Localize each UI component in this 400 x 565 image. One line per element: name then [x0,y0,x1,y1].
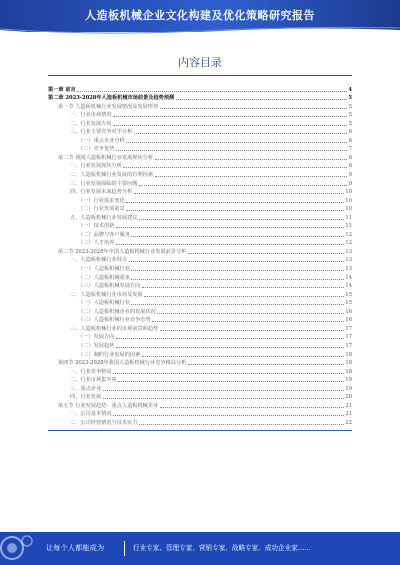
table-of-contents [48,85,352,427]
toc-divider-bottom [48,430,352,431]
toc-leader-dots [144,296,344,297]
toc-entry-title: 二、人造板机械行业市场及发展 [70,291,143,298]
toc-entry-page: 14 [345,274,352,281]
toc-entry[interactable] [48,316,352,325]
toc-entry-title: 二、行业发展方向 [70,120,112,127]
toc-entry-title: （二）人造板机械企业的发展状况 [78,308,156,315]
toc-entry[interactable] [48,85,352,94]
toc-entry[interactable] [48,307,352,316]
toc-entry-page: 13 [345,248,352,255]
toc-entry-title: （三）人造板机械行业竞争态势 [78,317,151,324]
toc-entry-page: 12 [345,240,352,247]
toc-leader-dots [188,253,344,254]
toc-leader-dots [126,142,347,143]
toc-leader-dots [113,125,347,126]
toc-entry-page: 17 [345,325,352,332]
toc-leader-dots [116,347,344,348]
toc-entry-page: 13 [345,266,352,273]
toc-entry-page: 19 [345,377,352,384]
toc-leader-dots [160,108,347,109]
toc-entry-page: 17 [345,334,352,341]
toc-entry-page: 21 [345,402,352,409]
toc-entry[interactable] [48,299,352,308]
toc-entry[interactable] [48,256,352,265]
toc-entry[interactable] [48,170,352,179]
toc-entry-title: 二、人造板机械行业发展的有利因素 [70,172,154,179]
toc-leader-dots [134,133,347,134]
toc-entry-page: 21 [345,411,352,418]
toc-entry-title: 三、行业发展面临的主要问题 [70,180,138,187]
toc-entry[interactable] [48,136,352,145]
toc-entry-page: 5 [348,120,352,127]
toc-entry-page: 6 [348,137,352,144]
page-footer [0,532,400,565]
toc-entry-title: 第四节 2023-2028年我国人造板机械行业竞争格局分析 [58,360,187,367]
toc-entry-title: 第二节 我国人造板机械行业发展现状分析 [58,154,154,161]
toc-entry[interactable] [48,145,352,154]
toc-entry[interactable] [48,384,352,393]
toc-entry[interactable] [48,324,352,333]
toc-leader-dots [103,390,344,391]
toc-leader-dots [118,381,344,382]
toc-leader-dots [160,407,344,408]
toc-entry-page: 15 [345,291,352,298]
toc-leader-dots [157,313,344,314]
toc-entry-title: 三、人造板机械行业的市场前景和趋势 [70,325,159,332]
toc-entry-title: （三）人造板机械发展方向 [78,283,141,290]
toc-entry-page: 11 [345,223,352,230]
toc-entry[interactable] [48,376,352,385]
toc-entry-title: 三、重点企业 [70,385,102,392]
toc-leader-dots [126,210,344,211]
footer-slogan-right: 行业专家、管理专家、营销专家、战略专家、成功企业家…… [133,544,312,552]
toc-entry-page: 6 [348,129,352,136]
toc-entry[interactable] [48,128,352,137]
toc-leader-dots [77,91,347,92]
toc-entry-page: 18 [345,351,352,358]
toc-entry-title: （一）技术创新 [78,223,115,230]
toc-entry[interactable] [48,188,352,197]
toc-divider-top [48,75,352,76]
toc-entry-page: 5 [348,103,352,110]
toc-leader-dots [126,202,344,203]
toc-entry-page: 22 [345,419,352,426]
toc-entry[interactable] [48,290,352,299]
toc-leader-dots [103,398,344,399]
toc-entry-title: 第三节 2023-2028年中国人造板机械行业发展前景分析 [58,248,187,255]
toc-entry[interactable] [48,94,352,103]
toc-entry-title: （三）制约行业发展的因素 [78,351,141,358]
toc-leader-dots [142,287,344,288]
toc-leader-dots [131,279,344,280]
toc-leader-dots [142,356,344,357]
toc-entry-title: 一、行业竞争格局 [70,368,112,375]
toc-leader-dots [113,116,347,117]
toc-entry-page: 11 [345,214,352,221]
toc-entry[interactable] [48,222,352,231]
toc-entry-page: 16 [345,308,352,315]
toc-entry[interactable] [48,333,352,342]
toc-entry-page: 7 [348,146,352,153]
toc-leader-dots [131,236,344,237]
toc-entry[interactable] [48,153,352,162]
toc-entry-title: 二、行业市场集中度 [70,377,117,384]
toc-entry-title: 第五节 行业发展趋势：重点人造板机械企业 [58,402,159,409]
page-header-banner [0,0,400,32]
toc-leader-dots [139,185,347,186]
toc-entry-title: 四、行业发展未来趋势分析 [70,189,133,196]
toc-entry-title: 四、行业发展 [70,394,102,401]
toc-entry[interactable] [48,119,352,128]
toc-entry[interactable] [48,410,352,419]
toc-entry-page: 4 [348,86,352,93]
gear-icon [0,532,36,565]
toc-entry[interactable] [48,264,352,273]
toc-leader-dots [116,244,344,245]
toc-entry-title: 第一章 前言 [48,86,76,93]
toc-entry-page: 17 [345,342,352,349]
toc-entry-page: 10 [345,197,352,204]
toc-entry-title: （一）人造板机械行业 [78,266,130,273]
toc-entry-title: 一、公司基本情况 [70,411,112,418]
toc-entry-page: 12 [345,231,352,238]
toc-entry-title: （二）发展趋势 [78,342,115,349]
toc-leader-dots [116,150,347,151]
toc-entry-title: （一）人造板机械行业 [78,300,130,307]
footer-slogan-left: 让每个人都能成为 [46,544,105,552]
toc-entry[interactable] [48,179,352,188]
toc-entry[interactable] [48,350,352,359]
toc-entry-title: 一、行业市场情况 [70,112,112,119]
toc-entry[interactable] [48,341,352,350]
toc-leader-dots [131,304,344,305]
toc-heading: 内容目录 [178,56,222,69]
toc-entry-page: 20 [345,394,352,401]
toc-entry-page: 10 [345,206,352,213]
toc-entry[interactable] [48,401,352,410]
toc-entry-title: （二）人造板机械需求 [78,274,130,281]
toc-entry[interactable] [48,273,352,282]
toc-entry-title: 第二章 2023-2028年人造板机械市场前景及趋势预测 [48,95,175,102]
toc-entry[interactable] [48,162,352,171]
toc-entry[interactable] [48,205,352,214]
toc-entry-page: 16 [345,317,352,324]
footer-separator [124,541,125,556]
toc-entry[interactable] [48,367,352,376]
toc-entry-title: （二）品牌与客户服务 [78,231,130,238]
toc-entry[interactable] [48,239,352,248]
toc-entry[interactable] [48,393,352,402]
toc-leader-dots [152,321,344,322]
toc-entry-page: 5 [348,95,352,102]
toc-entry[interactable] [48,213,352,222]
toc-entry[interactable] [48,418,352,427]
toc-leader-dots [139,219,344,220]
toc-entry-page: 14 [345,283,352,290]
toc-entry-page: 18 [345,360,352,367]
toc-leader-dots [134,193,344,194]
toc-entry-page: 9 [348,172,352,179]
toc-entry-title: （二）竞争优势 [78,146,115,153]
toc-entry[interactable] [48,230,352,239]
report-title: 人造板机械企业文化构建及优化策略研究报告 [85,9,315,22]
toc-entry-title: （一）发展方向 [78,334,115,341]
toc-leader-dots [160,330,344,331]
toc-entry-title: 一、人造板机械行业特点 [70,257,128,264]
toc-entry[interactable] [48,247,352,256]
toc-leader-dots [131,270,344,271]
toc-entry-page: 5 [348,112,352,119]
toc-entry-page: 18 [345,368,352,375]
toc-entry-title: 第一节 人造板机械行业发展情况及发展形势 [58,103,159,110]
toc-entry-title: （一）行业需求变化 [78,197,125,204]
toc-leader-dots [176,99,347,100]
toc-leader-dots [123,167,347,168]
toc-entry-title: （二）行业发展前景 [78,206,125,213]
toc-leader-dots [113,415,344,416]
toc-entry-title: 一、行业发展现状分析 [70,163,122,170]
toc-entry[interactable] [48,196,352,205]
toc-entry-page: 8 [348,163,352,170]
toc-entry-page: 8 [348,154,352,161]
toc-leader-dots [129,261,344,262]
toc-entry[interactable] [48,282,352,291]
toc-leader-dots [139,424,344,425]
toc-entry[interactable] [48,102,352,111]
toc-leader-dots [116,227,344,228]
toc-entry-title: （一）重点企业分析 [78,137,125,144]
toc-entry-title: （三）人才培养 [78,240,115,247]
toc-leader-dots [155,159,348,160]
toc-leader-dots [188,364,344,365]
toc-entry-page: 19 [345,385,352,392]
toc-entry-title: 五、人造板机械行业发展建议 [70,214,138,221]
toc-entry-title: 三、行业主要竞争对手分析 [70,129,133,136]
toc-leader-dots [116,338,344,339]
toc-leader-dots [113,373,344,374]
toc-entry[interactable] [48,111,352,120]
toc-entry-page: 9 [348,180,352,187]
toc-entry-page: 10 [345,189,352,196]
toc-entry-page: 13 [345,257,352,264]
toc-entry[interactable] [48,359,352,368]
toc-leader-dots [155,176,348,177]
toc-entry-page: 15 [345,300,352,307]
toc-entry-title: 二、公司经营情况与技术实力 [70,419,138,426]
